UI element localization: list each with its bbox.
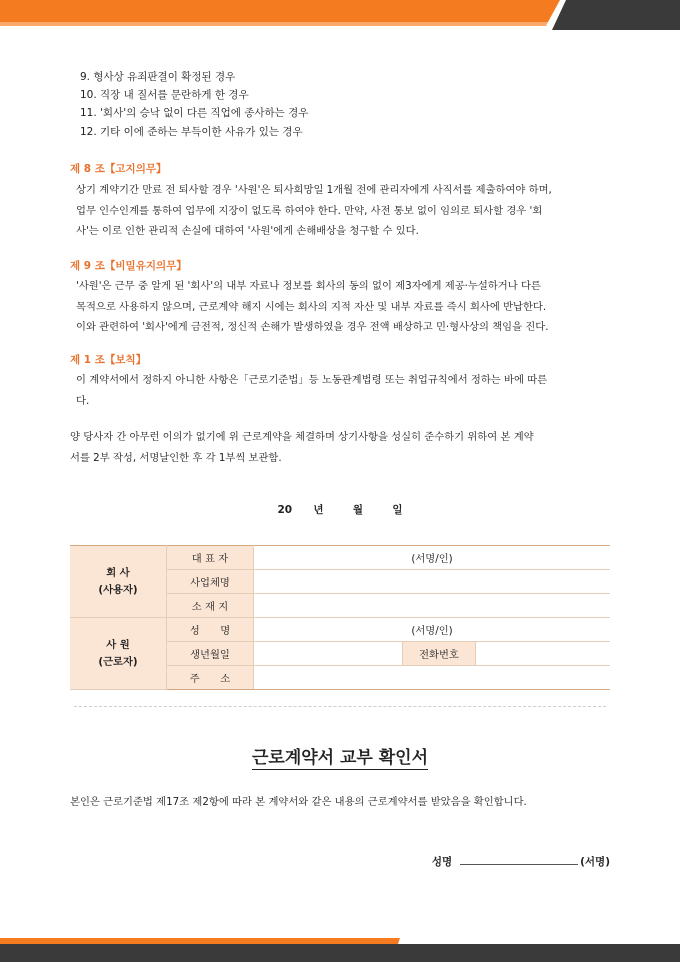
list-item: 10. 직장 내 질서를 문란하게 한 경우 [80, 89, 249, 102]
receipt-title-text: 근로계약서 교부 확인서 [251, 748, 429, 768]
cut-divider [74, 706, 606, 707]
employee-address-label: 주 소 [167, 666, 254, 690]
supplementary-line: 다. [76, 394, 90, 407]
signature-blank[interactable] [460, 852, 578, 865]
article-8-line: 상기 계약기간 만료 전 퇴사할 경우 '사원'은 퇴사희망일 1개월 전에 관리자에게 사직서를 제출하여야 하며, [76, 184, 552, 196]
phone-label: 전화번호 [403, 642, 476, 666]
employee-address-field[interactable] [254, 666, 611, 690]
company-label: 회 사 [106, 566, 130, 579]
termination-reasons-list [80, 68, 308, 141]
article-8-line: 사'는 이로 인한 관리적 손실에 대하여 '사원'에게 손해배상을 청구할 수 있다. [76, 225, 419, 237]
date-year: 20 [277, 504, 293, 516]
birthdate-field[interactable] [254, 642, 403, 666]
closing-line: 서를 2부 작성, 서명날인한 후 각 1부씩 보관함. [70, 451, 282, 464]
article-9-line: 이와 관련하여 '회사'에게 금전적, 정신적 손해가 발생하였을 경우 전액 배상하고 민·형사상의 책임을 진다. [76, 321, 549, 333]
business-name-label: 사업체명 [167, 570, 254, 594]
article-9-heading: 제 9 조【비밀유지의무】 [70, 260, 187, 272]
date-year-label: 년 [313, 504, 324, 516]
birthdate-label: 생년월일 [167, 642, 254, 666]
representative-label: 대 표 자 [167, 546, 254, 570]
list-item: 12. 기타 이에 준하는 부득이한 사유가 있는 경우 [80, 125, 303, 138]
footer-decoration [0, 934, 680, 962]
employee-signature-field[interactable]: (서명/인) [254, 618, 611, 642]
employee-group-label [70, 618, 167, 690]
table-row [70, 546, 610, 570]
employer-label: (사용자) [98, 583, 138, 596]
phone-field[interactable] [476, 642, 611, 666]
article-9-body [70, 276, 616, 338]
receipt-statement: 본인은 근로기준법 제17조 제2항에 따라 본 계약서와 같은 내용의 근로계약서를 받았음을 확인합니다. [70, 796, 527, 808]
date-day-label: 일 [392, 504, 403, 516]
table-row [70, 618, 610, 642]
contract-date [0, 502, 680, 517]
article-9-line: '사원'은 근무 중 알게 된 '회사'의 내부 자료나 정보를 회사의 동의 없이 제3자에게 제공·누설하거나 다른 [76, 280, 541, 292]
supplementary-article-body [70, 370, 616, 411]
business-name-field[interactable] [254, 570, 611, 594]
supplementary-line: 이 계약서에서 정하지 아니한 사항은「근로기준법」등 노동관계법령 또는 취업규칙에서 정하는 바에 따른 [76, 374, 548, 386]
name-label: 성명 [431, 856, 453, 868]
closing-line: 양 당사자 간 아무런 이의가 없기에 위 근로계약을 체결하며 상기사항을 성실히 준수하기 위하여 본 계약 [70, 431, 534, 443]
article-8-heading: 제 8 조【고지의무】 [70, 163, 167, 175]
company-group-label [70, 546, 167, 618]
list-item: 9. 형사상 유죄판결이 확정된 경우 [80, 71, 236, 83]
sign-label: (서명) [580, 856, 610, 868]
company-address-field[interactable] [254, 594, 611, 618]
list-item: 11. '회사'의 승낙 없이 다른 직업에 종사하는 경우 [80, 107, 309, 120]
article-8-line: 업무 인수인계를 통하여 업무에 지장이 없도록 하여야 한다. 만약, 사전 통보 없이 임의로 퇴사할 경우 '회 [76, 204, 543, 217]
employee-name-label: 성 명 [167, 618, 254, 642]
receipt-title [0, 743, 680, 768]
article-8-body [70, 180, 616, 242]
closing-paragraph [70, 427, 616, 468]
date-month-label: 월 [352, 504, 364, 516]
company-address-label: 소 재 지 [167, 594, 254, 618]
employee-label: 사 원 [106, 638, 130, 651]
signature-table [70, 545, 610, 690]
article-9-line: 목적으로 사용하지 않으며, 근로계약 해지 시에는 회사의 지적 자산 및 내부 자료를 즉시 회사에 반납한다. [76, 300, 547, 313]
supplementary-article-heading: 제 1 조【보칙】 [70, 354, 147, 366]
receipt-signature-line [432, 852, 610, 869]
representative-signature-field[interactable]: (서명/인) [254, 546, 611, 570]
worker-label: (근로자) [98, 655, 138, 668]
header-decoration [0, 0, 680, 32]
